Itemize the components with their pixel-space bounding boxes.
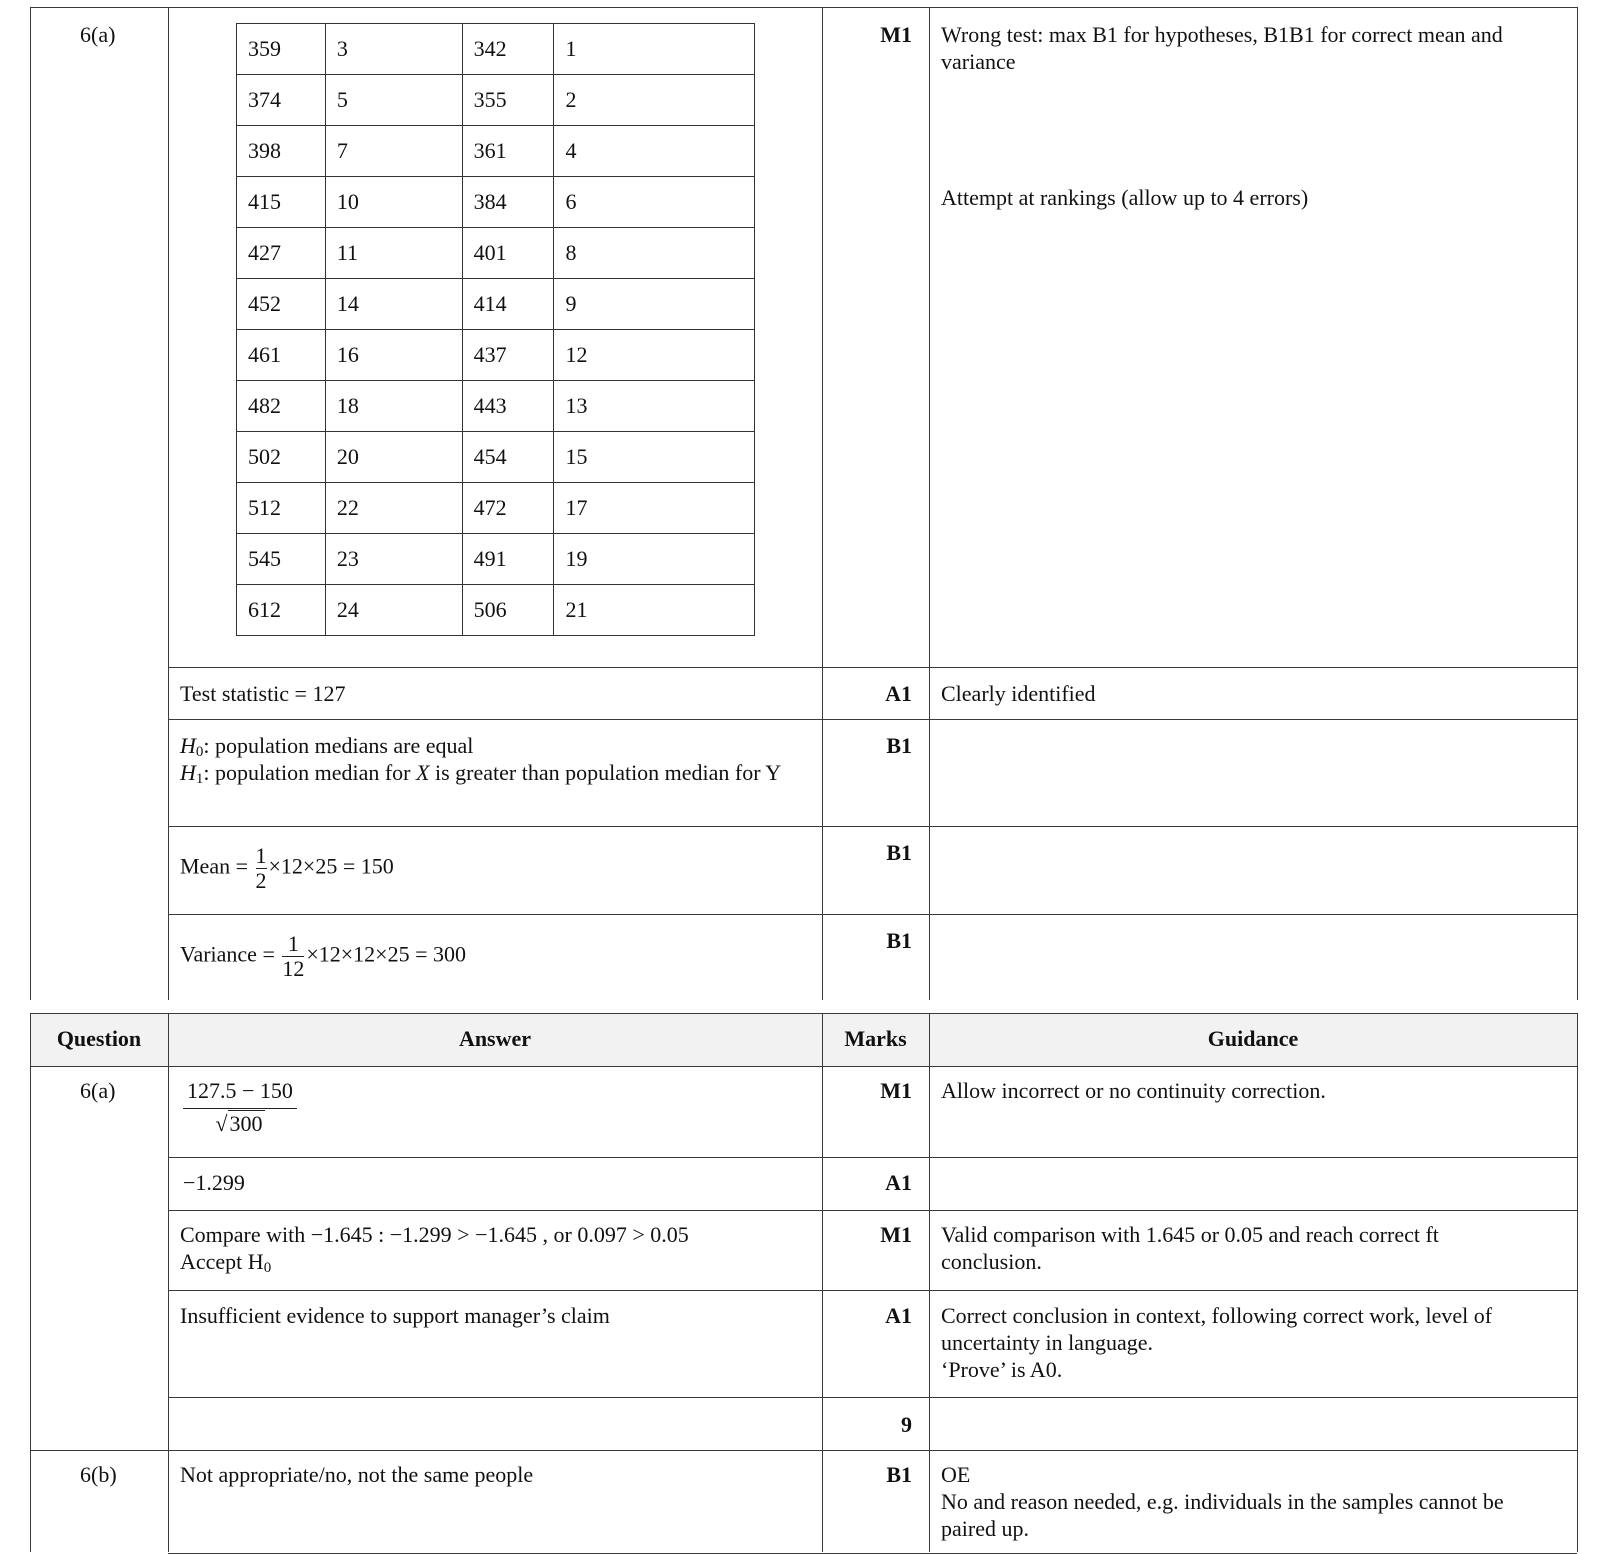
ranking-cell: 15 <box>554 432 755 483</box>
mean-fraction: $\frac{1}{2}$ <box>255 843 267 893</box>
ranking-cell: 545 <box>237 534 326 585</box>
ranking-cell: 1 <box>554 24 755 75</box>
ranking-cell: 21 <box>554 585 755 636</box>
ranking-cell: 454 <box>462 432 554 483</box>
header-guidance: Guidance <box>1207 1026 1299 1051</box>
ranking-cell: 502 <box>237 432 326 483</box>
ranking-cell: 612 <box>237 585 326 636</box>
ranking-cell: 452 <box>237 279 326 330</box>
ranking-row <box>237 24 755 75</box>
question-col-left-border <box>30 7 31 1000</box>
question-number: 6(a) <box>80 1078 116 1103</box>
top-border <box>30 7 1577 8</box>
ranking-table <box>236 23 755 636</box>
comparison: Compare with −1.645 : −1.299 > −1.645 , or 0.097 > 0.05 <box>180 1222 689 1247</box>
ranking-cell: 7 <box>325 126 462 177</box>
ranking-cell: 482 <box>237 381 326 432</box>
alternative-hypothesis: $H_1$: population median for X is greater than population median for Y <box>180 760 782 787</box>
ranking-row <box>237 126 755 177</box>
guidance-wrong-test: Wrong test: max B1 for hypotheses, B1B1 for correct mean and variance <box>941 22 1503 74</box>
ranking-cell: 23 <box>325 534 462 585</box>
guidance-col-left-border <box>929 7 930 1000</box>
ranking-cell: 14 <box>325 279 462 330</box>
answer-col-left-border <box>168 1013 169 1552</box>
ranking-row <box>237 585 755 636</box>
mark-b1-b: B1 <box>886 1462 912 1487</box>
ranking-cell: 374 <box>237 75 326 126</box>
ranking-cell: 398 <box>237 126 326 177</box>
guidance-correct-conclusion: Correct conclusion in context, following correct work, level of uncertainty in language. <box>941 1303 1493 1355</box>
z-score-expression: 127.5 − 150 √300 <box>183 1078 297 1138</box>
row-divider <box>168 667 1577 668</box>
ranking-row <box>237 483 755 534</box>
variance-expression: Variance = $\frac{1}{12}$ ×12×12×25 = 300 <box>180 931 466 981</box>
right-border <box>1577 1013 1578 1552</box>
ranking-row <box>237 330 755 381</box>
row-divider <box>168 1397 1577 1398</box>
ranking-cell: 17 <box>554 483 755 534</box>
ranking-cell: 24 <box>325 585 462 636</box>
ranking-cell: 2 <box>554 75 755 126</box>
ranking-cell: 19 <box>554 534 755 585</box>
ranking-cell: 506 <box>462 585 554 636</box>
ranking-cell: 11 <box>325 228 462 279</box>
ranking-cell: 359 <box>237 24 326 75</box>
answer-col-left-border <box>168 7 169 1000</box>
mark-a1: A1 <box>885 681 912 706</box>
guidance-continuity: Allow incorrect or no continuity correction. <box>941 1078 1326 1103</box>
row-divider <box>168 914 1577 915</box>
guidance-col-left-border <box>929 1013 930 1552</box>
ranking-cell: 5 <box>325 75 462 126</box>
question-col-left-border <box>30 1013 31 1552</box>
ranking-cell: 18 <box>325 381 462 432</box>
guidance-rankings: Attempt at rankings (allow up to 4 errors) <box>941 185 1309 210</box>
ranking-row <box>237 228 755 279</box>
ranking-cell: 16 <box>325 330 462 381</box>
ranking-cell: 415 <box>237 177 326 228</box>
mean-expression: Mean = $\frac{1}{2}$ ×12×25 = 150 <box>180 843 394 893</box>
mark-b1-mean: B1 <box>886 840 912 865</box>
answer-b: Not appropriate/no, not the same people <box>180 1462 534 1487</box>
guidance-valid-comparison: Valid comparison with 1.645 or 0.05 and reach correct ft conclusion. <box>941 1222 1439 1274</box>
question-number-b: 6(b) <box>80 1462 117 1487</box>
ranking-cell: 342 <box>462 24 554 75</box>
ranking-cell: 384 <box>462 177 554 228</box>
guidance-reason-needed: No and reason needed, e.g. individuals in the samples cannot be paired up. <box>941 1489 1504 1541</box>
ranking-cell: 491 <box>462 534 554 585</box>
ranking-cell: 9 <box>554 279 755 330</box>
guidance-clearly-identified: Clearly identified <box>941 681 1096 706</box>
ranking-cell: 20 <box>325 432 462 483</box>
row-divider <box>168 1157 1577 1158</box>
header-marks: Marks <box>844 1026 907 1051</box>
z-value: −1.299 <box>183 1170 245 1195</box>
ranking-cell: 12 <box>554 330 755 381</box>
guidance-prove: ‘Prove’ is A0. <box>941 1357 1063 1382</box>
ranking-cell: 361 <box>462 126 554 177</box>
null-hypothesis: $H_0$: population medians are equal <box>180 733 474 760</box>
ranking-cell: 6 <box>554 177 755 228</box>
ranking-cell: 4 <box>554 126 755 177</box>
row-divider <box>168 1210 1577 1211</box>
ranking-row <box>237 432 755 483</box>
ranking-cell: 427 <box>237 228 326 279</box>
ranking-cell: 8 <box>554 228 755 279</box>
row-divider <box>168 826 1577 827</box>
conclusion: Insufficient evidence to support manager’s claim <box>180 1303 610 1328</box>
ranking-cell: 22 <box>325 483 462 534</box>
ranking-cell: 472 <box>462 483 554 534</box>
ranking-cell: 401 <box>462 228 554 279</box>
question-number: 6(a) <box>80 22 116 47</box>
ranking-cell: 3 <box>325 24 462 75</box>
ranking-row <box>237 534 755 585</box>
guidance-oe: OE <box>941 1462 971 1487</box>
header-answer: Answer <box>458 1026 532 1051</box>
ranking-cell: 512 <box>237 483 326 534</box>
header-question: Question <box>56 1026 142 1051</box>
ranking-cell: 443 <box>462 381 554 432</box>
header-bottom-border <box>30 1066 1577 1067</box>
mark-a1-conclusion: A1 <box>885 1303 912 1328</box>
ranking-cell: 437 <box>462 330 554 381</box>
mark-m1-z: M1 <box>880 1078 912 1103</box>
mark-m1: M1 <box>880 22 912 47</box>
ranking-cell: 414 <box>462 279 554 330</box>
mark-b1-variance: B1 <box>886 928 912 953</box>
test-statistic: Test statistic = 127 <box>180 681 346 706</box>
ranking-cell: 355 <box>462 75 554 126</box>
question-divider <box>30 1450 1577 1451</box>
row-divider <box>168 1290 1577 1291</box>
mark-a1-value: A1 <box>885 1170 912 1195</box>
header-top-border <box>30 1013 1577 1014</box>
mark-b1-hypotheses: B1 <box>886 733 912 758</box>
ranking-cell: 461 <box>237 330 326 381</box>
ranking-cell: 10 <box>325 177 462 228</box>
total-marks: 9 <box>901 1412 912 1437</box>
ranking-row <box>237 279 755 330</box>
ranking-row <box>237 177 755 228</box>
right-border <box>1577 7 1578 1000</box>
ranking-cell: 13 <box>554 381 755 432</box>
row-divider <box>168 719 1577 720</box>
mark-m1-compare: M1 <box>880 1222 912 1247</box>
ranking-row <box>237 381 755 432</box>
ranking-row <box>237 75 755 126</box>
accept-h0: Accept $H_0$ <box>180 1249 272 1276</box>
variance-fraction: $\frac{1}{12}$ <box>282 931 305 981</box>
